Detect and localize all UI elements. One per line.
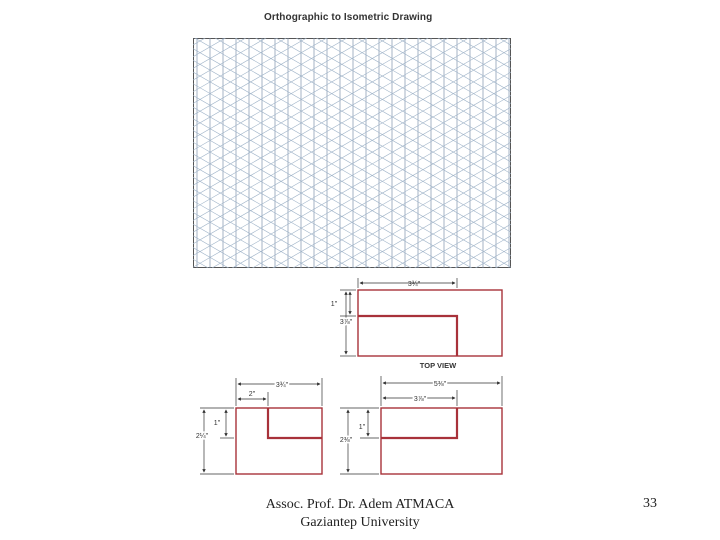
front-view (196, 378, 322, 474)
side-height-label: 2⅜" (339, 437, 353, 444)
isometric-grid-paper (193, 38, 511, 268)
front-upper-height-label: 1" (213, 420, 221, 427)
front-width-label: 3¾" (275, 382, 289, 389)
side-view-notch (381, 408, 457, 438)
grid-border (194, 39, 511, 268)
front-view-outline (236, 408, 322, 474)
slide-number: 33 (643, 496, 657, 511)
top-upper-depth-label: 1" (330, 301, 338, 308)
front-height-label: 2¼" (195, 433, 209, 440)
side-width-label: 5⅜" (433, 381, 447, 388)
top-view-outline (358, 290, 502, 356)
top-view-notch (358, 316, 457, 356)
orthographic-views (180, 272, 520, 484)
author-name: Assoc. Prof. Dr. Adem ATMACA (265, 497, 455, 512)
side-upper-height-label: 1" (358, 424, 366, 431)
top-view (331, 278, 502, 370)
side-view-outline (381, 408, 502, 474)
front-view-notch (268, 408, 322, 438)
top-width-label: 3¾" (407, 281, 421, 288)
top-depth-label: 3⅞" (339, 319, 353, 326)
side-view (340, 376, 502, 474)
top-view-label: TOP VIEW (419, 361, 457, 370)
front-inner-label: 2" (248, 391, 256, 398)
sheet-title: Orthographic to Isometric Drawing (264, 12, 433, 23)
footer-author (220, 496, 500, 532)
side-inner-label: 3⅞" (413, 396, 427, 403)
author-affiliation: Gaziantep University (300, 515, 420, 530)
